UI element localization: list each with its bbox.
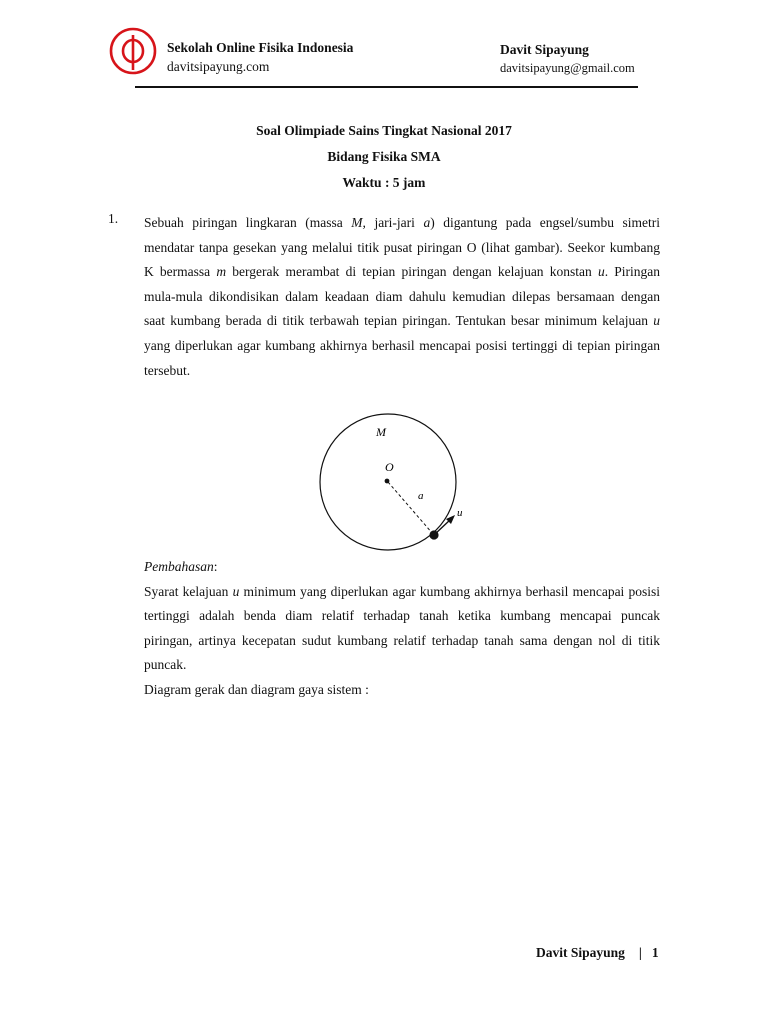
problem-line: K bermassa m bergerak merambat di tepian piringan dengan kelajuan konstan u. Piringan (144, 264, 660, 280)
problem-line: Sebuah piringan lingkaran (massa M, jari-jari a) digantung pada engsel/sumbu simetri (144, 215, 661, 230)
label-radius: a (418, 490, 424, 502)
author-email: davitsipayung@gmail.com (500, 61, 635, 75)
problem-text (144, 211, 660, 383)
solution-heading: Pembahasan: (144, 559, 218, 574)
disk-diagram (300, 410, 500, 570)
solution-text (144, 555, 660, 703)
label-speed: u (457, 507, 463, 519)
label-center: O (385, 460, 394, 474)
solution-line: tertinggi adalah benda diam relatif terhadap tanah ketika kumbang mencapai puncak (144, 608, 660, 624)
title-line-3: Waktu : 5 jam (342, 175, 426, 190)
problem-line: mendatar tanpa gesekan yang melalui titik pusat piringan O (lihat gambar). Seekor kumbang (144, 239, 660, 255)
page-footer (536, 945, 659, 961)
header-divider (135, 86, 638, 88)
organization-name: Sekolah Online Fisika Indonesia (167, 40, 354, 55)
solution-line: Diagram gerak dan diagram gaya sistem : (144, 681, 369, 697)
problem-line: saat kumbang berada di titik terbawah tepian piringan. Tentukan besar minimum kelajuan u (144, 313, 660, 329)
title-line-1: Soal Olimpiade Sains Tingkat Nasional 2017 (256, 123, 512, 138)
problem-line: tersebut. (144, 362, 191, 378)
footer-separator: | (638, 945, 642, 960)
solution-line: Syarat kelajuan u minimum yang diperlukan agar kumbang akhirnya berhasil mencapai posisi (144, 583, 660, 599)
footer-author: Davit Sipayung (536, 945, 625, 960)
question-number: 1. (108, 211, 119, 226)
organization-website: davitsipayung.com (167, 59, 270, 74)
document-title (0, 118, 768, 196)
phi-logo-icon (108, 26, 158, 76)
solution-line: piringan, artinya kecepatan sudut kumbang relatif terhadap tanah sama dengan nol di titik (144, 632, 660, 648)
problem-line: yang diperlukan agar kumbang akhirnya berhasil mencapai posisi tertinggi di tepian piringan (144, 337, 660, 353)
problem-line: mula-mula dikondisikan dalam keadaan diam dahulu kemudian dilepas bersamaan dengan (144, 288, 660, 304)
title-line-2: Bidang Fisika SMA (327, 149, 441, 164)
radius-line (388, 482, 433, 534)
solution-line: puncak. (144, 657, 187, 673)
page-number: 1 (651, 945, 659, 960)
label-mass: M (376, 425, 386, 439)
author-name: Davit Sipayung (500, 42, 589, 57)
